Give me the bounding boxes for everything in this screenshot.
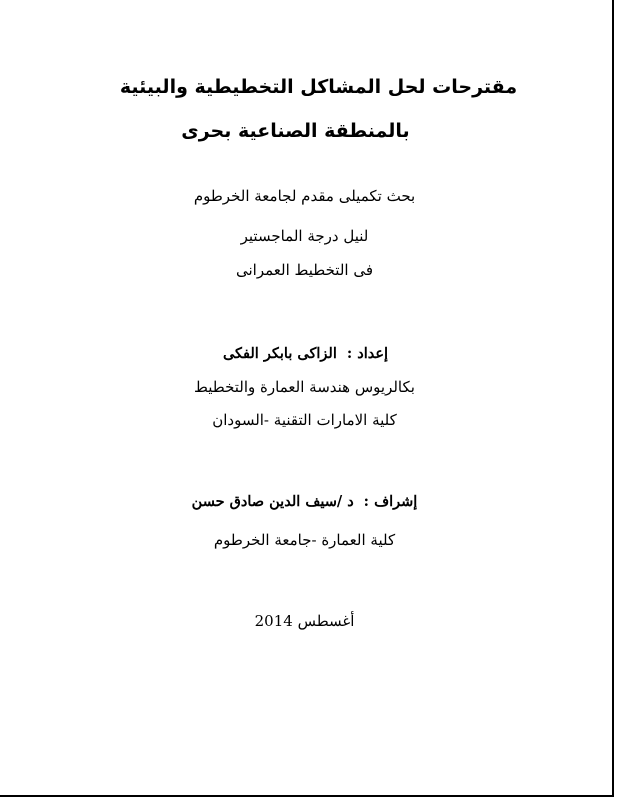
degree-statement: لنيل درجة الماجستير	[240, 227, 369, 245]
prepared-by-line	[0, 345, 617, 362]
supervisor-college: كلية العمارة -جامعة الخرطوم	[213, 531, 396, 549]
author-degree: بكالريوس هندسة العمارة والتخطيط	[194, 378, 415, 396]
submission-statement: بحث تكميلى مقدم لجامعة الخرطوم	[193, 187, 416, 205]
thesis-title-line-1: مقترحات لحل المشاكل التخطيطية والبيئية	[119, 76, 518, 98]
author-college: كلية الامارات التقنية -السودان	[212, 411, 397, 429]
thesis-title-line-2: بالمنطقة الصناعية بحرى	[181, 120, 410, 142]
prepared-by-label: إعداد :	[346, 345, 389, 362]
supervisor-name: د /سيف الدين صادق حسن	[191, 493, 354, 510]
author-name: الزاكى بابكر الفكى	[222, 345, 337, 362]
supervision-label: إشراف :	[363, 493, 418, 510]
submission-date: أغسطس 2014	[254, 612, 355, 630]
supervision-line	[0, 493, 617, 510]
field-statement: فى التخطيط العمرانى	[236, 261, 373, 279]
